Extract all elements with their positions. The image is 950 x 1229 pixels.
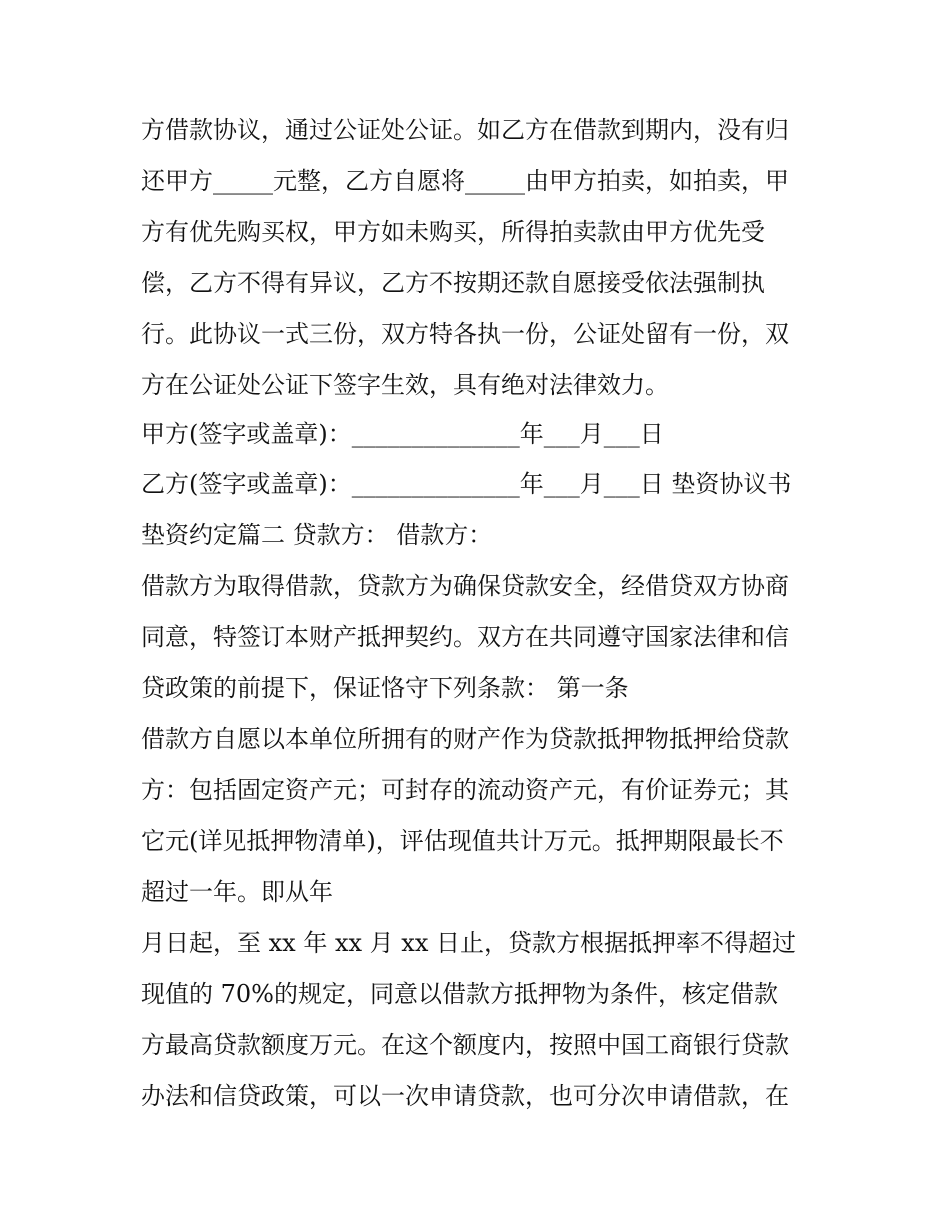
text-line: 超过一年。即从年: [141, 878, 333, 906]
text-line: 还甲方_____元整，乙方自愿将_____由甲方拍卖，如拍卖，甲: [141, 167, 789, 195]
signature-line-party-a: 甲方(签字或盖章)：______________年___月___日: [141, 420, 664, 448]
text-line: 行。此协议一式三份，双方特各执一份，公证处留有一份，双: [141, 320, 789, 348]
signature-line-party-b: 乙方(签字或盖章)：______________年___月___日 垫资协议书: [141, 470, 792, 498]
text-line: 现值的 70%的规定，同意以借款方抵押物为条件，核定借款: [141, 980, 778, 1008]
text-line: 贷政策的前提下，保证恪守下列条款： 第一条: [141, 674, 629, 702]
text-line: 办法和信贷政策，可以一次申请贷款，也可分次申请借款，在: [141, 1082, 789, 1110]
text-line: 月日起，至 xx 年 xx 月 xx 日止，贷款方根据抵押率不得超过: [141, 929, 796, 957]
text-line: 方在公证处公证下签字生效，具有绝对法律效力。: [141, 371, 669, 399]
text-line: 方借款协议，通过公证处公证。如乙方在借款到期内，没有归: [141, 116, 789, 144]
text-line: 偿，乙方不得有异议，乙方不按期还款自愿接受依法强制执: [141, 269, 765, 297]
text-line: 方：包括固定资产元；可封存的流动资产元，有价证券元；其: [141, 776, 789, 804]
text-line: 方有优先购买权，甲方如未购买，所得拍卖款由甲方优先受: [141, 218, 765, 246]
text-line: 借款方自愿以本单位所拥有的财产作为贷款抵押物抵押给贷款: [141, 725, 789, 753]
text-line: 借款方为取得借款，贷款方为确保贷款安全，经借贷双方协商: [141, 572, 789, 600]
section-heading: 垫资约定篇二 贷款方： 借款方：: [141, 521, 493, 549]
text-line: 同意，特签订本财产抵押契约。双方在共同遵守国家法律和信: [141, 623, 789, 651]
text-line: 方最高贷款额度万元。在这个额度内，按照中国工商银行贷款: [141, 1031, 789, 1059]
text-line: 它元(详见抵押物清单)，评估现值共计万元。抵押期限最长不: [141, 827, 784, 855]
